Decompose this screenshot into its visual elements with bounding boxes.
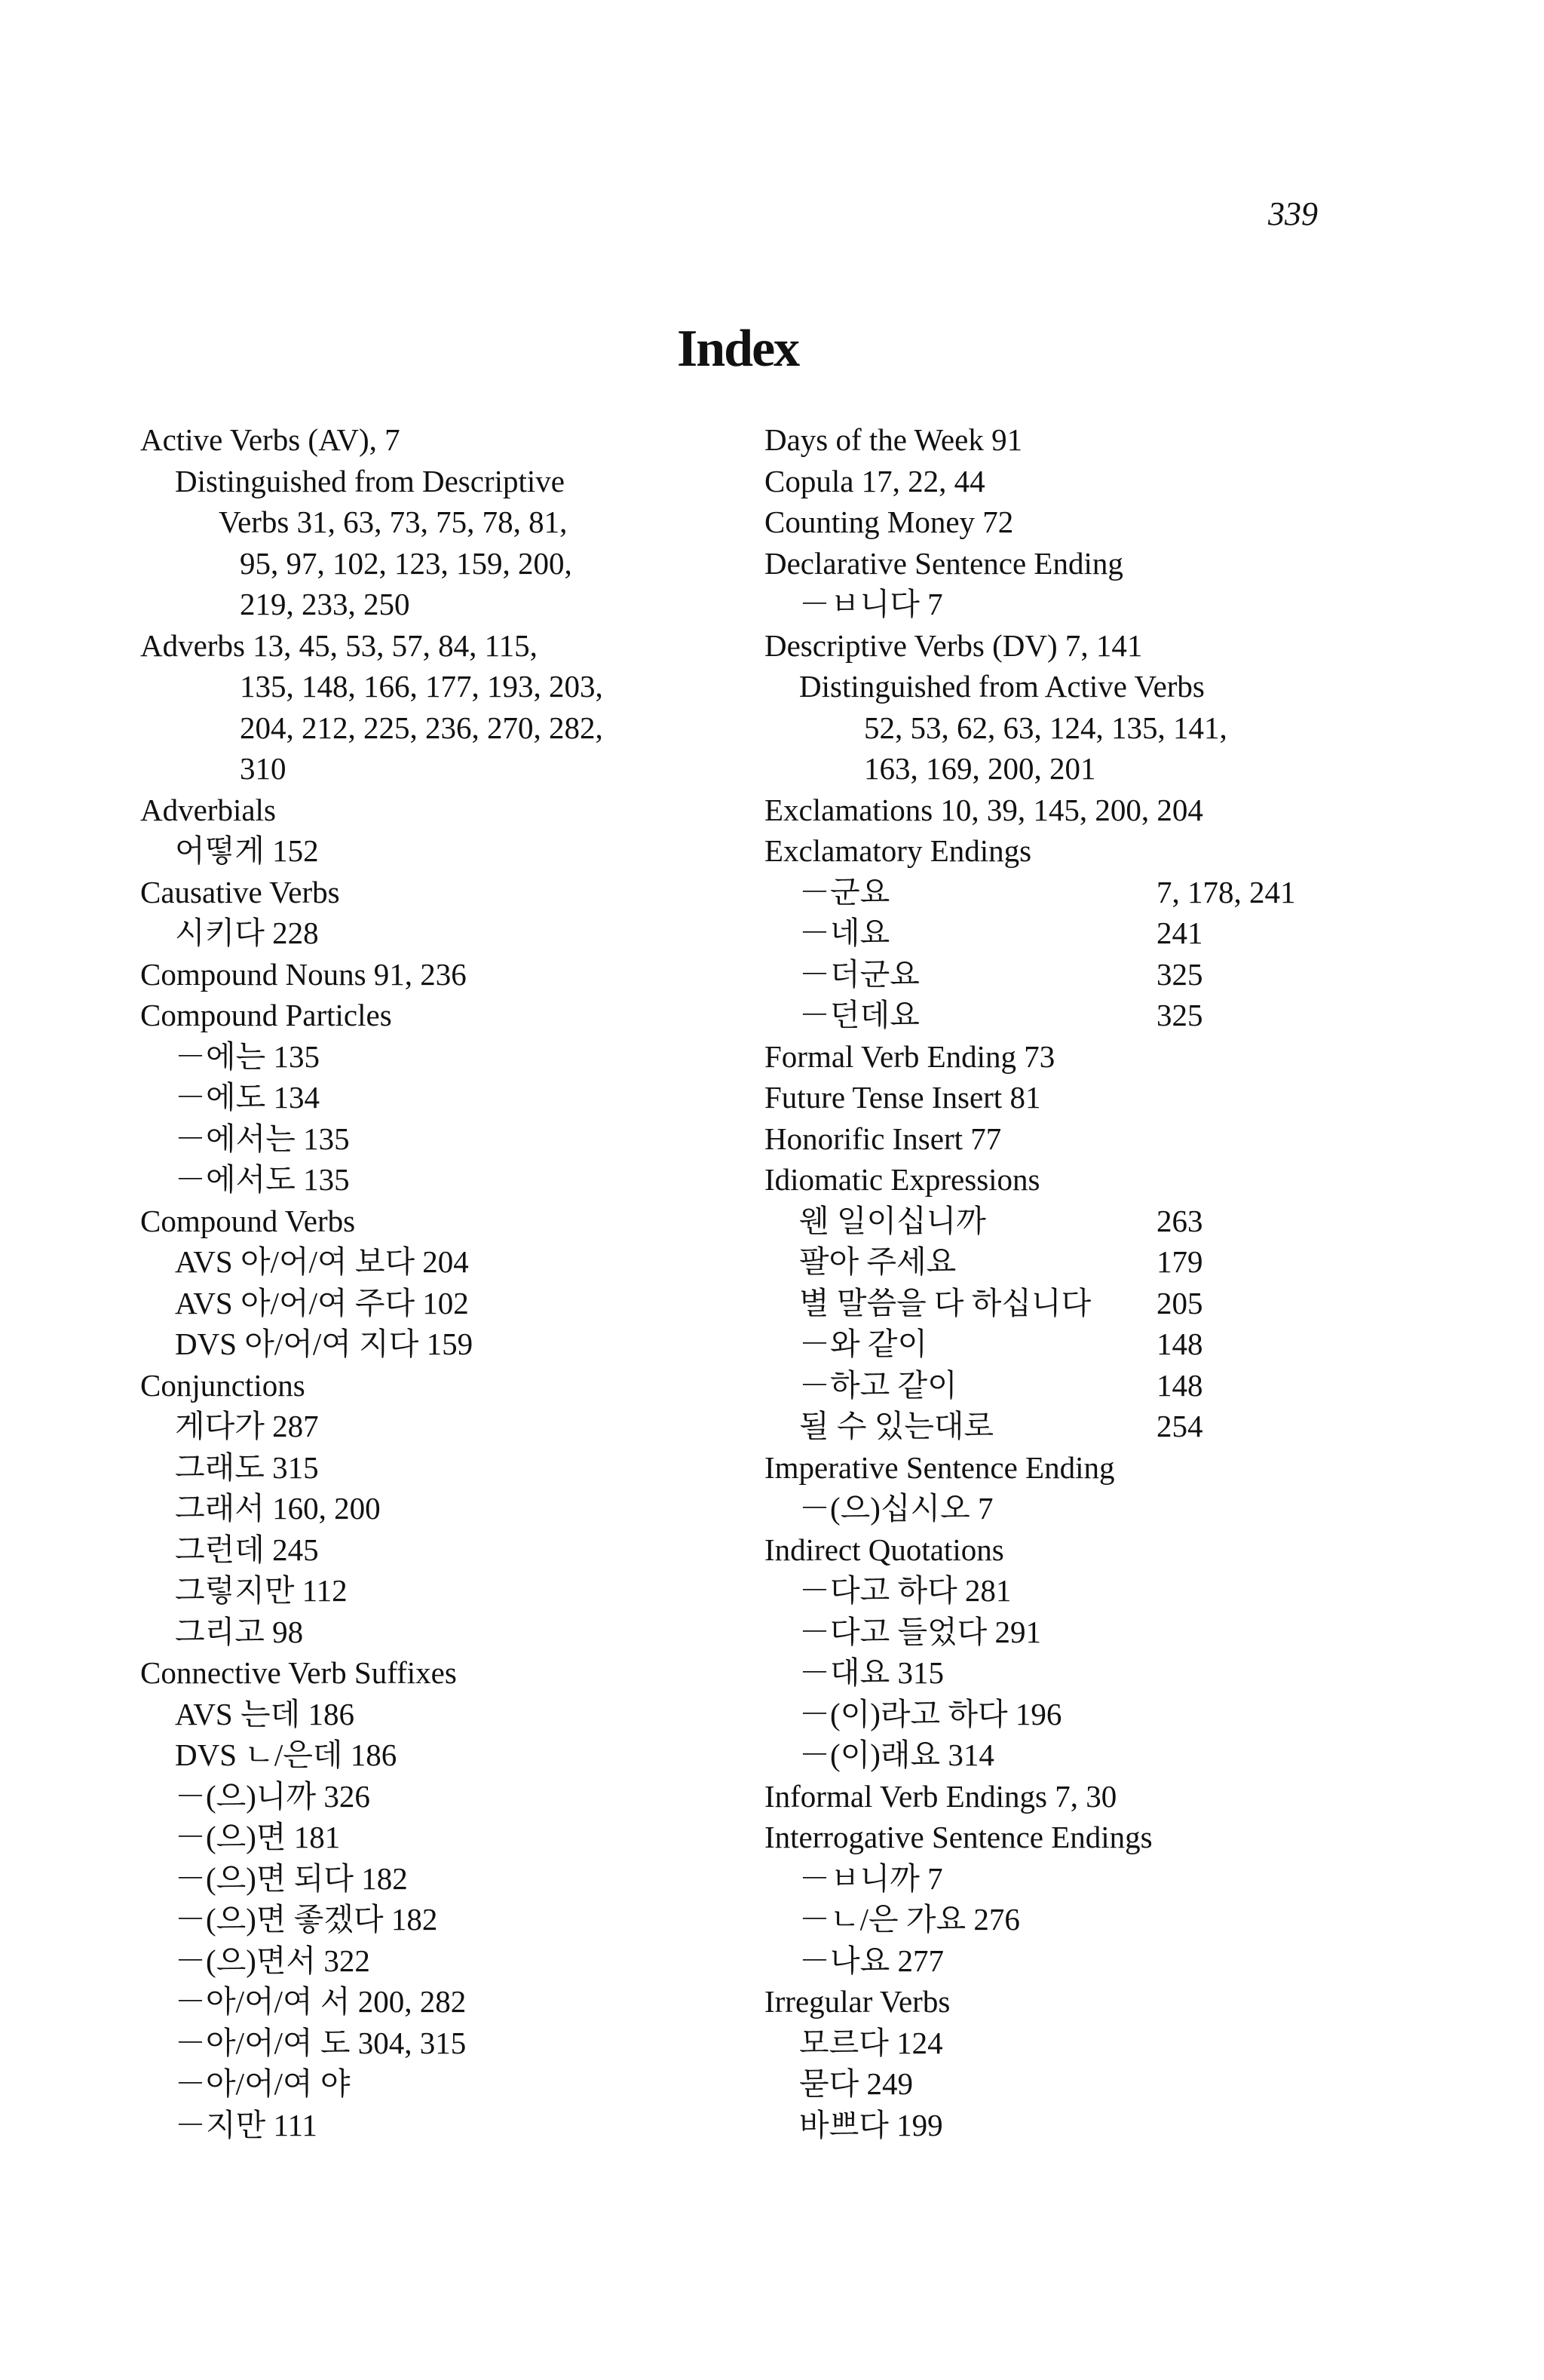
index-entry-text: 웬 일이십니까	[799, 1203, 986, 1238]
index-entry-text: －다고 들었다 291	[799, 1614, 1042, 1649]
index-entry	[764, 1077, 1398, 1118]
index-entry-pages: 325	[1156, 998, 1203, 1032]
index-subentry	[140, 707, 804, 749]
index-subentry	[764, 1612, 1398, 1653]
index-entry-text: Honorific Insert 77	[764, 1121, 1002, 1156]
index-entry-text: 그런데 245	[175, 1532, 319, 1567]
index-entry-text: Imperative Sentence Ending	[764, 1449, 1115, 1485]
index-entry	[140, 419, 804, 461]
index-subentry	[140, 2023, 804, 2064]
index-subentry	[140, 461, 804, 502]
index-entry-text: Compound Nouns 91, 236	[140, 956, 467, 992]
index-subentry	[140, 912, 804, 954]
index-entry-text: 게다가 287	[175, 1409, 319, 1443]
index-subentry	[140, 1159, 804, 1201]
index-subentry	[764, 1241, 1398, 1283]
index-subentry	[764, 1899, 1398, 1940]
index-subentry	[140, 1283, 804, 1324]
index-entry	[140, 954, 804, 995]
index-entry-pages: 148	[1156, 1367, 1203, 1403]
index-subentry	[140, 584, 804, 625]
index-entry	[140, 872, 804, 913]
index-entry-text: DVS 아/어/여 지다 159	[175, 1326, 473, 1361]
index-entry-text: －아/어/여 서 200, 282	[175, 1984, 467, 2019]
page-number: 339	[1268, 195, 1318, 232]
index-entry	[764, 501, 1398, 543]
index-subentry	[764, 1365, 1398, 1406]
index-entry-text: －에서는 135	[175, 1121, 350, 1156]
index-entry-text: Causative Verbs	[140, 874, 340, 909]
index-entry	[140, 1652, 804, 1694]
index-entry-text: 그리고 98	[175, 1614, 304, 1649]
index-entry-text: Informal Verb Endings 7, 30	[764, 1778, 1117, 1814]
index-subentry	[140, 543, 804, 584]
index-subentry	[140, 1899, 804, 1940]
index-entry-text: AVS 아/어/여 보다 204	[175, 1244, 469, 1279]
index-entry-text: 모르다 124	[799, 2025, 943, 2060]
index-entry-pages: 263	[1156, 1203, 1203, 1238]
index-subentry	[140, 1529, 804, 1571]
index-entry-text: DVS ㄴ/은데 186	[175, 1737, 397, 1772]
index-entry-text: 204, 212, 225, 236, 270, 282,	[240, 710, 603, 745]
index-entry-text: －ㅂ니다 7	[799, 587, 943, 621]
index-subentry	[764, 2105, 1398, 2146]
index-subentry	[764, 2063, 1398, 2105]
index-entry-text: －에서도 135	[175, 1162, 350, 1197]
index-entry-text: Future Tense Insert 81	[764, 1080, 1041, 1115]
index-subentry	[764, 1570, 1398, 1612]
index-subentry	[140, 1406, 804, 1447]
index-entry-text: Exclamatory Endings	[764, 833, 1032, 868]
index-entry	[764, 543, 1398, 584]
index-subentry	[140, 1323, 804, 1365]
index-entry-text: －네요	[799, 916, 890, 950]
index-subentry	[140, 1241, 804, 1283]
index-subentry	[140, 501, 804, 543]
index-entry-pages: 325	[1156, 956, 1203, 992]
index-entry-text: Idiomatic Expressions	[764, 1162, 1040, 1197]
index-subentry	[764, 954, 1398, 995]
index-entry-text: 그래서 160, 200	[175, 1491, 381, 1526]
page-title: Index	[677, 320, 799, 378]
index-entry-text: 팔아 주세요	[799, 1244, 957, 1279]
index-entry-text: －에도 134	[175, 1080, 320, 1115]
index-entry-text: －에는 135	[175, 1038, 320, 1074]
index-entry-text: Exclamations 10, 39, 145, 200, 204	[764, 792, 1203, 827]
index-entry-text: －(으)면 181	[175, 1820, 341, 1854]
index-subentry	[140, 1858, 804, 1900]
index-subentry	[140, 1981, 804, 2023]
index-subentry	[764, 1652, 1398, 1694]
index-subentry	[764, 1488, 1398, 1529]
index-subentry	[140, 1776, 804, 1817]
index-entry-text: 어떻게 152	[175, 833, 319, 868]
index-subentry	[764, 872, 1398, 913]
index-entry-text: AVS 아/어/여 주다 102	[175, 1285, 469, 1320]
index-entry-text: 될 수 있는대로	[799, 1409, 994, 1443]
index-entry	[140, 1201, 804, 1242]
index-entry-text: Descriptive Verbs (DV) 7, 141	[764, 627, 1143, 663]
index-entry	[764, 1447, 1398, 1489]
index-entry	[764, 830, 1398, 872]
index-entry-text: 묻다 249	[799, 2066, 913, 2101]
index-entry	[140, 625, 804, 667]
index-subentry	[764, 1283, 1398, 1324]
index-entry-text: Indirect Quotations	[764, 1532, 1004, 1567]
index-subentry	[140, 1612, 804, 1653]
index-entry-text: 219, 233, 250	[240, 587, 410, 621]
index-entry-pages: 241	[1156, 916, 1203, 950]
index-entry-text: Adverbials	[140, 792, 276, 827]
index-entry-text: －(으)면서 322	[175, 1943, 370, 1978]
index-entry-text: Conjunctions	[140, 1367, 305, 1403]
index-subentry	[140, 1118, 804, 1160]
index-entry-text: －(으)니까 326	[175, 1778, 370, 1814]
index-entry-text: －(으)면 되다 182	[175, 1860, 408, 1896]
index-entry-text: －(이)라고 하다 196	[799, 1696, 1062, 1731]
index-entry-text: Distinguished from Descriptive	[175, 463, 565, 498]
index-entry	[764, 1529, 1398, 1571]
index-entry	[764, 1776, 1398, 1817]
index-entry	[764, 1159, 1398, 1201]
index-subentry	[764, 2023, 1398, 2064]
index-entry-text: Counting Money 72	[764, 505, 1014, 539]
index-subentry	[764, 1734, 1398, 1776]
index-entry	[140, 995, 804, 1036]
index-subentry	[140, 1817, 804, 1858]
index-entry-text: Declarative Sentence Ending	[764, 545, 1123, 581]
index-entry	[764, 1036, 1398, 1078]
index-entry-text: －(으)십시오 7	[799, 1491, 994, 1526]
index-subentry	[140, 666, 804, 707]
index-entry-pages: 254	[1156, 1409, 1203, 1443]
index-subentry	[140, 1734, 804, 1776]
index-entry	[764, 1118, 1398, 1160]
index-subentry	[764, 1323, 1398, 1365]
index-subentry	[764, 1858, 1398, 1900]
index-subentry	[140, 2063, 804, 2105]
index-entry-text: －아/어/여 야	[175, 2066, 351, 2101]
index-entry-text: Distinguished from Active Verbs	[799, 669, 1205, 704]
index-entry-text: 그래도 315	[175, 1449, 319, 1485]
index-entry-text: 135, 148, 166, 177, 193, 203,	[240, 669, 603, 704]
index-entry-text: －대요 315	[799, 1655, 944, 1690]
index-entry-text: －다고 하다 281	[799, 1573, 1012, 1608]
index-entry-text: －던데요	[799, 998, 920, 1032]
index-entry-text: －나요 277	[799, 1943, 944, 1978]
index-entry	[764, 790, 1398, 831]
index-subentry	[140, 1447, 804, 1489]
index-entry-text: Adverbs 13, 45, 53, 57, 84, 115,	[140, 627, 538, 663]
index-subentry	[764, 666, 1398, 707]
index-subentry	[764, 1694, 1398, 1735]
index-subentry	[764, 995, 1398, 1036]
index-entry-text: 그렇지만 112	[175, 1573, 348, 1608]
index-subentry	[764, 1406, 1398, 1447]
index-entry-text: AVS 는데 186	[175, 1696, 354, 1731]
index-entry-text: 95, 97, 102, 123, 159, 200,	[240, 545, 572, 581]
index-entry-text: －(이)래요 314	[799, 1737, 994, 1772]
index-subentry	[764, 707, 1398, 749]
index-subentry	[140, 830, 804, 872]
index-entry-text: Formal Verb Ending 73	[764, 1038, 1055, 1074]
index-subentry	[140, 1036, 804, 1078]
index-entry	[764, 461, 1398, 502]
index-entry-text: Copula 17, 22, 44	[764, 463, 985, 498]
index-entry-text: 310	[240, 751, 286, 786]
index-entry-text: Compound Verbs	[140, 1203, 356, 1238]
index-entry	[764, 419, 1398, 461]
index-subentry	[140, 2105, 804, 2146]
index-entry-text: －지만 111	[175, 2107, 317, 2142]
index-entry-text: 163, 169, 200, 201	[864, 751, 1096, 786]
index-entry-text: －(으)면 좋겠다 182	[175, 1902, 438, 1937]
index-column-left	[140, 419, 804, 2145]
index-entry-text: Days of the Week 91	[764, 422, 1023, 457]
index-subentry	[764, 748, 1398, 790]
index-entry-pages: 7, 178, 241	[1156, 874, 1296, 909]
index-entry-text: Compound Particles	[140, 998, 392, 1032]
index-entry-text: Interrogative Sentence Endings	[764, 1820, 1153, 1854]
index-entry-text: －하고 같이	[799, 1367, 957, 1403]
index-entry-text: －ㄴ/은 가요 276	[799, 1902, 1020, 1937]
index-entry-text: 바쁘다 199	[799, 2107, 943, 2142]
index-entry-text: 별 말씀을 다 하십니다	[799, 1285, 1092, 1320]
index-subentry	[140, 1570, 804, 1612]
index-entry-text: －군요	[799, 874, 890, 909]
index-entry-text: 시키다 228	[175, 916, 319, 950]
index-entry	[140, 790, 804, 831]
index-column-right	[764, 419, 1398, 2145]
index-entry	[764, 625, 1398, 667]
index-entry-pages: 179	[1156, 1244, 1203, 1279]
index-entry-pages: 205	[1156, 1285, 1203, 1320]
index-entry-text: －아/어/여 도 304, 315	[175, 2025, 467, 2060]
index-entry	[764, 1981, 1398, 2023]
index-entry-text: Connective Verb Suffixes	[140, 1655, 457, 1690]
index-entry-text: －더군요	[799, 956, 920, 992]
index-subentry	[764, 584, 1398, 625]
index-subentry	[764, 1201, 1398, 1242]
index-entry	[764, 1817, 1398, 1858]
index-entry-text: Active Verbs (AV), 7	[140, 422, 400, 457]
index-entry	[140, 1365, 804, 1406]
index-subentry	[140, 748, 804, 790]
index-subentry	[764, 1940, 1398, 1982]
index-subentry	[764, 912, 1398, 954]
index-entry-text: －와 같이	[799, 1326, 928, 1361]
index-subentry	[140, 1940, 804, 1982]
index-entry-text: 52, 53, 62, 63, 124, 135, 141,	[864, 710, 1227, 745]
index-subentry	[140, 1077, 804, 1118]
index-entry-text: Irregular Verbs	[764, 1984, 951, 2019]
index-entry-text: Verbs 31, 63, 73, 75, 78, 81,	[219, 505, 568, 539]
index-entry-text: －ㅂ니까 7	[799, 1860, 943, 1896]
index-subentry	[140, 1694, 804, 1735]
index-entry-pages: 148	[1156, 1326, 1203, 1361]
index-subentry	[140, 1488, 804, 1529]
